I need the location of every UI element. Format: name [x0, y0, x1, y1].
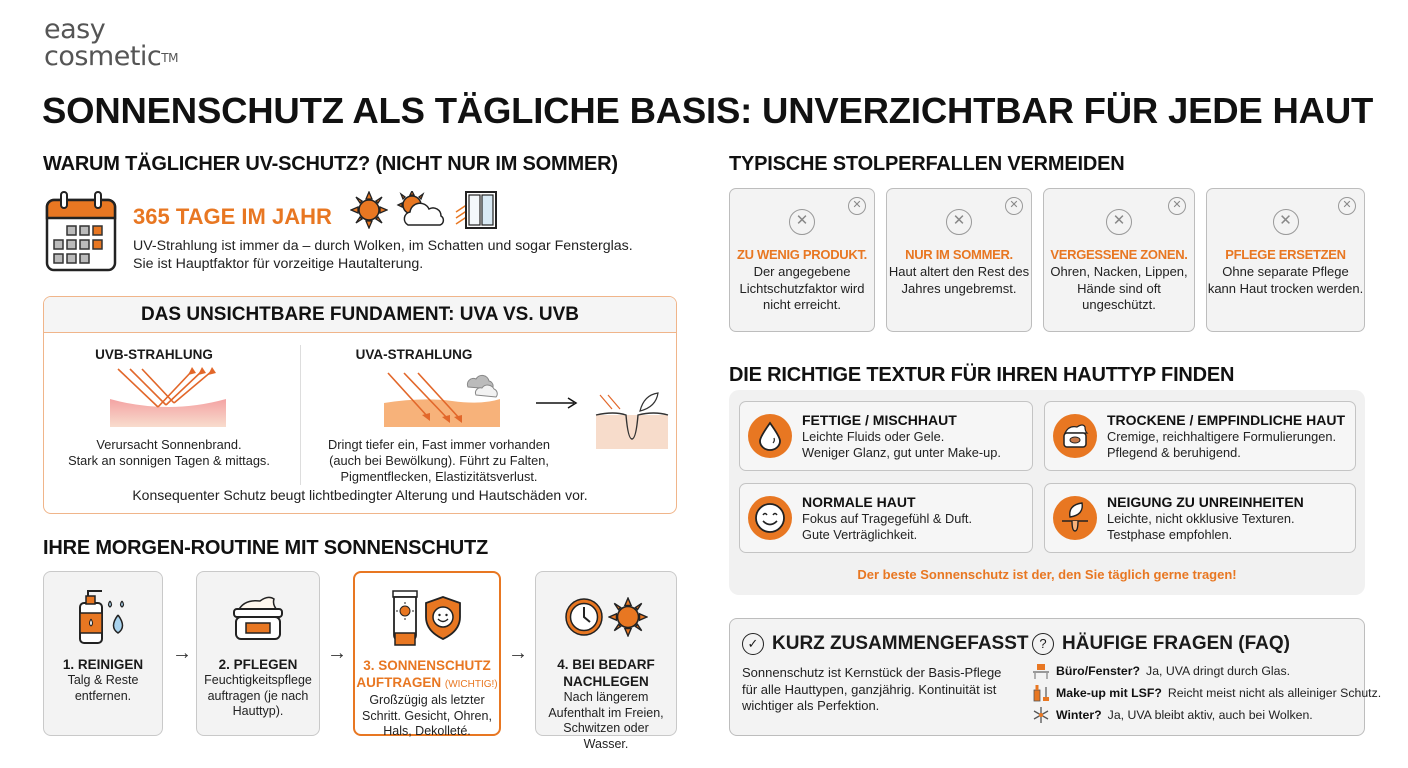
question-circle-icon: ? — [1032, 633, 1054, 655]
step-title: 3. SONNENSCHUTZ AUFTRAGEN (WICHTIG!) — [356, 658, 498, 690]
x-circle-icon: ✕ — [1106, 209, 1132, 235]
faq-item: Make-up mit LSF? Reicht meist nicht als alleiniger Schutz. — [1032, 682, 1381, 704]
uvb-desc: Verursacht Sonnenbrand. Stark an sonnigen Tagen & mittags. — [68, 437, 270, 468]
droplet-icon — [748, 414, 792, 458]
x-circle-icon: ✕ — [946, 209, 972, 235]
routine-step-1 — [43, 571, 163, 736]
summary-heading: ✓ KURZ ZUSAMMENGEFASST — [742, 633, 1029, 655]
window-icon — [454, 190, 498, 230]
cream-jar-icon — [197, 586, 319, 648]
shield-smile-icon — [423, 595, 463, 641]
close-circle-icon: ✕ — [1338, 197, 1356, 215]
uv-footer: Konsequenter Schutz beugt lichtbedingter Alterung und Hautschäden vor. — [132, 487, 588, 503]
arrow-right-icon: → — [508, 642, 528, 664]
brand-line2: cosmetic — [44, 41, 162, 72]
pitfall-title: NUR IM SOMMER. — [905, 247, 1013, 262]
makeup-icon — [1032, 684, 1050, 702]
x-circle-icon: ✕ — [789, 209, 815, 235]
step-desc: Großzügig als letzter Schritt. Gesicht, Ohren, Hals, Dekolleté. — [362, 693, 492, 738]
page-title: SONNENSCHUTZ ALS TÄGLICHE BASIS: UNVERZICHTBAR FÜR JEDE HAUT — [42, 90, 1374, 131]
pitfall-card — [729, 188, 875, 332]
sun-cloud-icon — [396, 191, 446, 229]
cream-jar-icon — [1053, 414, 1097, 458]
close-circle-icon: ✕ — [848, 197, 866, 215]
sunscreen-tube-icon — [391, 589, 419, 647]
why-heading: WARUM TÄGLICHER UV-SCHUTZ? (NICHT NUR IM SOMMER) — [43, 153, 618, 175]
pitfall-title: VERGESSENE ZONEN. — [1050, 247, 1188, 262]
texture-card-dry: TROCKENE / EMPFINDLICHE HAUT Cremige, reichhaltigere Formulierungen. Pflegend & beruhigend. — [1044, 401, 1356, 471]
faq-item: Büro/Fenster? Ja, UVA dringt durch Glas. — [1032, 660, 1381, 682]
desk-icon — [1032, 663, 1050, 679]
snowflake-icon — [1032, 706, 1050, 724]
uva-title: UVA-STRAHLUNG — [355, 347, 473, 362]
step-desc: Nach längerem Aufenthalt im Freien, Schwitzen oder Wasser. — [548, 690, 664, 751]
texture-card-blemish: NEIGUNG ZU UNREINHEITEN Leichte, nicht okklusive Texturen. Testphase empfohlen. — [1044, 483, 1356, 553]
clock-sun-icons — [536, 586, 676, 648]
skin-damage-illustration — [534, 391, 674, 451]
texture-panel — [729, 390, 1365, 595]
uva-desc: Dringt tiefer ein, Fast immer vorhanden (auch bei Bewölkung). Führt zu Falten, Pigmentflecken, Elastizitätsverlust. — [328, 437, 550, 484]
uv-divider — [300, 345, 301, 485]
cleanser-bottle-icon — [44, 586, 162, 648]
texture-heading: DIE RICHTIGE TEXTUR FÜR IHREN HAUTTYP FINDEN — [729, 364, 1235, 386]
texture-card-oily: FETTIGE / MISCHHAUT Leichte Fluids oder Gele. Weniger Glanz, gut unter Make-up. — [739, 401, 1033, 471]
close-circle-icon: ✕ — [1168, 197, 1186, 215]
texture-footer: Der beste Sonnenschutz ist der, den Sie täglich gerne tragen! — [857, 567, 1237, 582]
texture-card-normal: NORMALE HAUT Fokus auf Tragegefühl & Duft. Gute Verträglichkeit. — [739, 483, 1033, 553]
pitfall-card — [886, 188, 1032, 332]
brand-line1: easy — [44, 14, 106, 45]
routine-step-3 — [353, 571, 501, 736]
step-title: 4. BEI BEDARF NACHLEGEN — [557, 657, 655, 689]
pitfall-title: PFLEGE ERSETZEN — [1225, 247, 1346, 262]
summary-text: Sonnenschutz ist Kernstück der Basis-Pflege für alle Hauttypen, ganzjährig. Kontinuität ist wichtiger als Perfektion. — [742, 665, 1002, 713]
pitfall-desc: Der angegebene Lichtschutzfaktor wird nicht erreicht. — [739, 264, 865, 312]
close-circle-icon: ✕ — [1005, 197, 1023, 215]
step-desc: Talg & Reste entfernen. — [67, 673, 139, 703]
why-text: UV-Strahlung ist immer da – durch Wolken, im Schatten und sogar Fensterglas. Sie ist Hauptfaktor für vorzeitige Hautalterung. — [133, 238, 633, 272]
pitfall-desc: Ohne separate Pflege kann Haut trocken werden. — [1207, 264, 1364, 296]
smiley-icon — [748, 496, 792, 540]
faq-heading: ? HÄUFIGE FRAGEN (FAQ) — [1032, 633, 1290, 655]
sun-icon — [350, 191, 388, 229]
pitfall-card — [1206, 188, 1365, 332]
uva-uvb-box — [43, 296, 677, 514]
faq-list — [1032, 660, 1381, 726]
pitfall-title: ZU WENIG PRODUKT. — [737, 247, 867, 262]
pitfall-desc: Haut altert den Rest des Jahres ungebremst. — [888, 264, 1030, 296]
routine-heading: IHRE MORGEN-ROUTINE MIT SONNENSCHUTZ — [43, 537, 489, 559]
calendar-icon — [45, 190, 117, 272]
uv-heading: DAS UNSICHTBARE FUNDAMENT: UVA VS. UVB — [44, 297, 676, 333]
faq-item: Winter? Ja, UVA bleibt aktiv, auch bei Wolken. — [1032, 704, 1381, 726]
step-desc: Feuchtigkeitspflege auftragen (je nach Hauttyp). — [204, 673, 312, 718]
pitfall-card — [1043, 188, 1195, 332]
uvb-title: UVB-STRAHLUNG — [95, 347, 213, 362]
uvb-skin-illustration — [108, 365, 228, 429]
trademark: TM — [161, 51, 178, 65]
summary-faq-box — [729, 618, 1382, 736]
step-title: 1. REINIGEN — [62, 657, 144, 672]
routine-step-4 — [535, 571, 677, 751]
x-circle-icon: ✕ — [1273, 209, 1299, 235]
weather-icons — [350, 190, 498, 230]
365-days-highlight: 365 TAGE IM JAHR — [133, 204, 332, 229]
check-circle-icon: ✓ — [742, 633, 764, 655]
leaf-pore-icon — [1053, 496, 1097, 540]
clock-icon — [564, 597, 604, 637]
arrow-right-icon: → — [327, 642, 347, 664]
uva-skin-illustration — [382, 367, 502, 429]
arrow-right-icon: → — [172, 642, 192, 664]
pitfall-desc: Ohren, Nacken, Lippen, Hände sind oft ungeschützt. — [1050, 264, 1188, 312]
step-title: 2. PFLEGEN — [218, 657, 298, 672]
sunscreen-icons — [355, 587, 499, 649]
routine-step-2 — [196, 571, 320, 736]
pitfalls-heading: TYPISCHE STOLPERFALLEN VERMEIDEN — [729, 153, 1125, 175]
sun-icon — [608, 597, 648, 637]
brand-logo — [44, 16, 178, 70]
